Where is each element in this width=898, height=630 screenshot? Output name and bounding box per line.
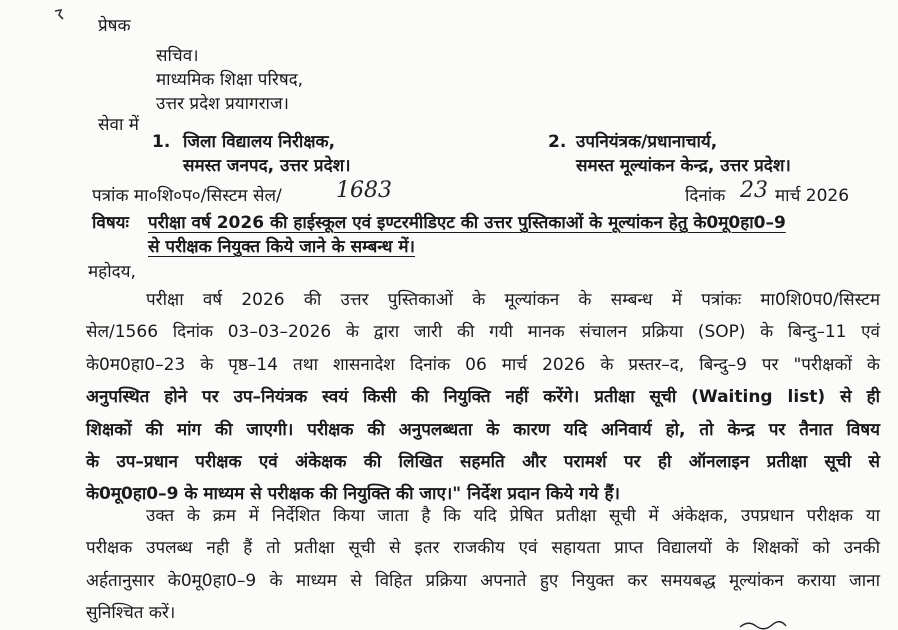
patrank-label: पत्रांक मा०शि०प०/सिस्टम सेल/ [92, 186, 282, 206]
to-label: सेवा में [98, 115, 139, 135]
recipient-2-line1: उपनियंत्रक/प्रधानाचार्य, [576, 132, 718, 152]
paragraph-line: के0म0हा0–23 के पृष्ठ–14 तथा शासनादेश दिनांक 06 मार्च 2026 के प्रस्तर–द, बिन्दु–9 पर "परीक्षकों के [86, 354, 880, 375]
salutation: महोदय, [88, 262, 136, 282]
sender-line: माध्यमिक शिक्षा परिषद, [156, 70, 304, 90]
paragraph-line: परीक्षक उपलब्ध नही हैं तो प्रतीक्षा सूची से इतर राजकीय एवं सहायता प्राप्त विद्यालयों के शिक्षकों को उनकी [86, 538, 880, 559]
subject-label: विषयः [92, 213, 129, 233]
paragraph-line: शिक्षकों की मांग की जाएगी। परीक्षक की अनुपलब्धता के कारण यदि अनिवार्य हो, तो केन्द्र पर तैनात विषय [86, 419, 880, 440]
paragraph-2 [86, 500, 880, 630]
subject-line1: परीक्षा वर्ष 2026 की हाईस्कूल एवं इण्टरमीडिएट की उत्तर पुस्तिकाओं के मूल्यांकन हेतु के0मू0हा0–9 [148, 213, 786, 233]
date-month-year: मार्च 2026 [775, 186, 850, 206]
paragraph-line: के उप–प्रधान परीक्षक एवं अंकेक्षक की लिखित सहमति और परामर्श पर ही ऑनलाइन प्रतीक्षा सूची से [86, 452, 880, 473]
recipient-1-line2: समस्त जनपद, उत्तर प्रदेश। [183, 156, 351, 176]
date-label: दिनांक [685, 186, 726, 206]
sender-line: सचिव। [156, 46, 199, 66]
patrank-number: 1683 [336, 178, 392, 203]
signature-fragment-icon [738, 618, 788, 630]
paragraph-line: के0मू0हा0–9 के माध्यम से परीक्षक की नियुक्ति की जाए।" निर्देश प्रदान किये गये हैं। [86, 484, 620, 505]
paragraph-line: अर्हतानुसार के0मू0हा0–9 के माध्यम से विहित प्रक्रिया अपनाते हुए नियुक्त कर समयबद्ध मूल्यांकन कराया जाना [86, 570, 880, 591]
paragraph-line: सेल/1566 दिनांक 03–03–2026 के द्वारा जारी की गयी मानक संचालन प्रक्रिया (SOP) के बिन्दु–11 एवं [86, 322, 880, 343]
paragraph-line: अनुपस्थित होने पर उप–नियंत्रक स्वयं किसी की नियुक्ति नहीं करेंगे। प्रतीक्षा सूची (Waiting list) से ही [86, 387, 880, 408]
recipient-2-number: 2. [548, 132, 567, 152]
subject-line2: से परीक्षक नियुक्त किये जाने के सम्बन्ध में। [148, 237, 416, 257]
recipient-1-number: 1. [152, 132, 171, 152]
recipient-1-line1: जिला विद्यालय निरीक्षक, [183, 132, 336, 152]
paragraph-1 [86, 284, 880, 511]
paragraph-line: सुनिश्चित करें। [86, 603, 176, 624]
paragraph-line: उक्त के क्रम में निर्देशित किया जाता है कि यदि प्रेषित प्रतीक्षा सूची में अंकेक्षक, उपप्रधान परीक्षक या [146, 506, 880, 526]
sender-label: प्रेषक [98, 16, 131, 36]
paragraph-line: परीक्षा वर्ष 2026 की उत्तर पुस्तिकाओं के मूल्यांकन के सम्बन्ध में पत्रांकः मा0शि0प0/सिस्टम [146, 290, 880, 310]
corner-mark-icon [52, 8, 66, 22]
recipient-2-line2: समस्त मूल्यांकन केन्द्र, उत्तर प्रदेश। [576, 156, 791, 176]
sender-line: उत्तर प्रदेश प्रयागराज। [156, 94, 290, 114]
date-day: 23 [740, 178, 768, 203]
